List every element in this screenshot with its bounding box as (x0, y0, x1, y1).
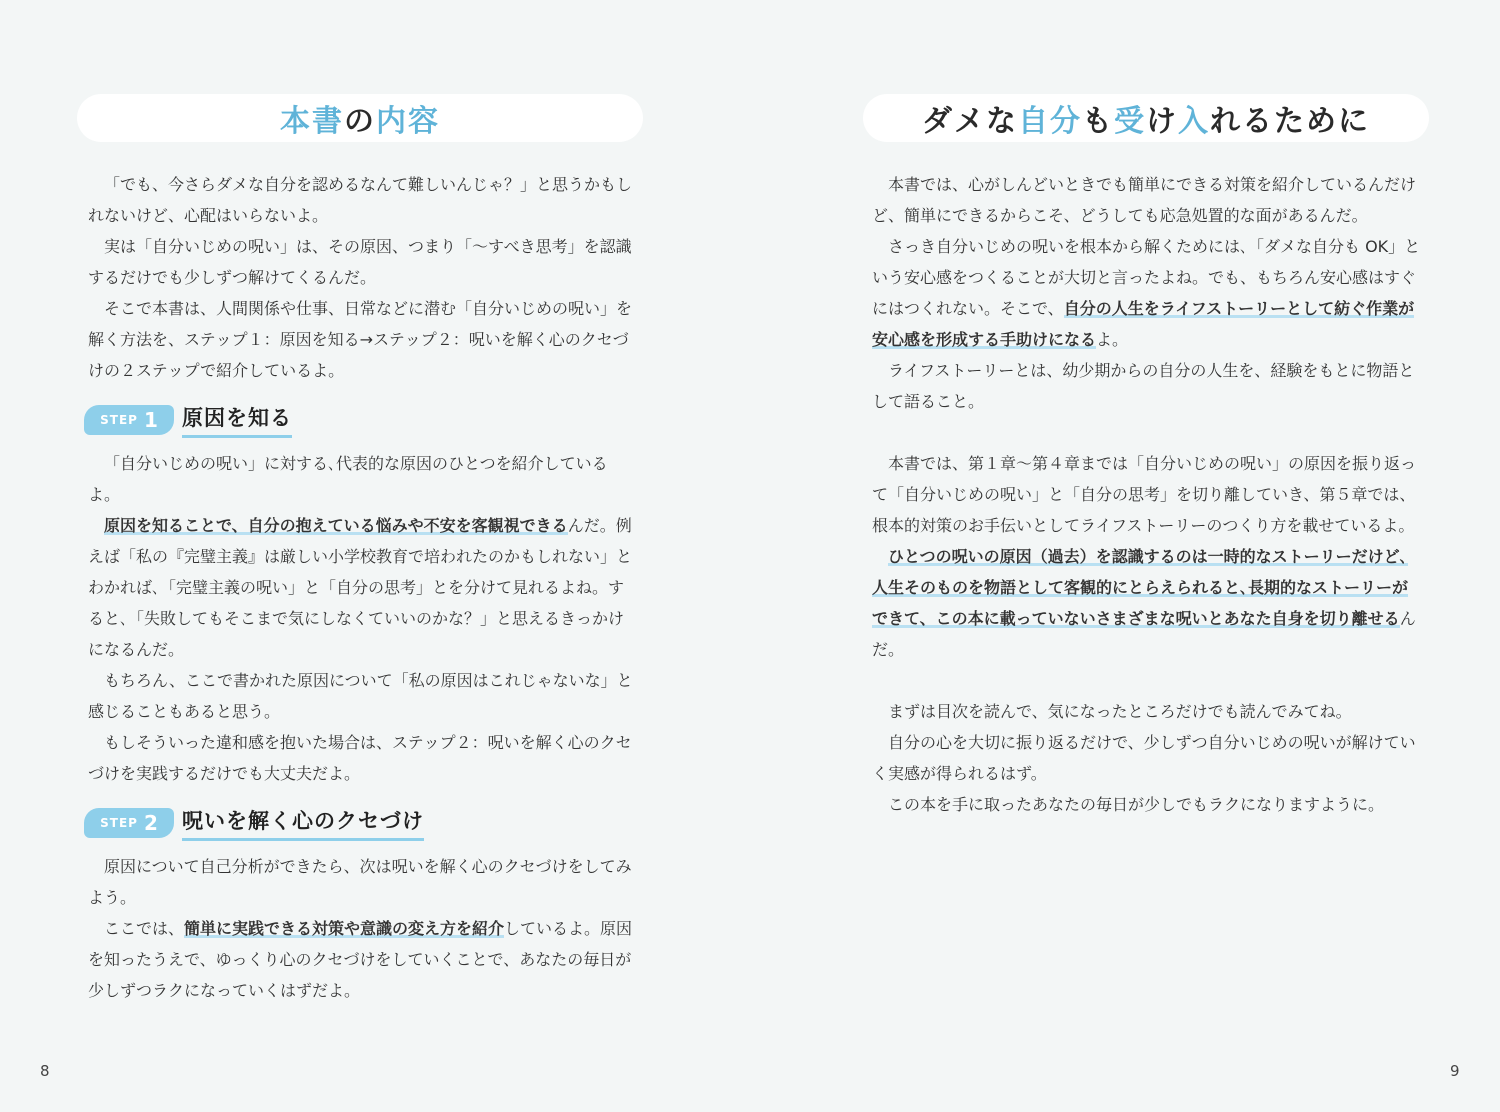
title-part: 本書 (280, 104, 344, 139)
paragraph-text: んだ。 (872, 609, 1416, 659)
title-part: 入 (1178, 104, 1210, 139)
title-part: 自分 (1018, 104, 1082, 139)
paragraph: もちろん、ここで書かれた原因について「私の原因はこれじゃないな」と感じることもあると思う。 (88, 671, 633, 721)
paragraph (872, 231, 1422, 355)
paragraph-text: んだ。例えば「私の『完璧主義』は厳しい小学校教育で培われたのかもしれない」とわかれば､「完璧主義の呪い」と「自分の思考」とを分けて見れるよね。すると､「失敗してもそこまで気にしなくていいのかな？」と思えるきっかけになるんだ。 (88, 516, 633, 659)
paragraph: まずは目次を読んで、気になったところだけでも読んでみてね。 (888, 702, 1352, 721)
paragraph: ライフストーリーとは、幼少期からの自分の人生を、経験をもとに物語として語ること。 (872, 361, 1415, 411)
step1-badge (84, 405, 174, 435)
paragraph: もしそういった違和感を抱いた場合は、ステップ２：呪いを解く心のクセづけを実践するだけでも大丈夫だよ。 (88, 733, 632, 783)
paragraph: 本書では、心がしんどいときでも簡単にできる対策を紹介しているんだけど、簡単にできるからこそ、どうしても応急処置的な面があるんだ。 (872, 175, 1417, 225)
paragraph-gap (872, 665, 1422, 696)
step-number: 2 (143, 810, 158, 835)
highlight-text: ひとつの呪いの原因（過去）を認識するのは一時的なストーリーだけど､人生そのものを物語として客観的にとらえられると､長期的なストーリーができて、この本に載っていないさまざまな呪いとあなた自身を切り離せる (872, 547, 1409, 628)
paragraph: 本書では、第１章〜第４章までは「自分いじめの呪い」の原因を振り返って「自分いじめの呪い」と「自分の思考」を切り離していき、第５章では、根本的対策のお手伝いとしてライフストーリーのつくり方を載せているよ。 (872, 454, 1417, 535)
paragraph: この本を手に取ったあなたの毎日が少しでもラクになりますように。 (888, 795, 1385, 814)
highlight-text: 自分の人生をライフストーリーとして紡ぐ作業が安心感を形成する手助けになる (872, 299, 1415, 349)
highlight-text: 原因を知ることで、自分の抱えている悩みや不安を客観視できる (104, 516, 568, 535)
paragraph: 「自分いじめの呪い」に対する､代表的な原因のひとつを紹介しているよ。 (88, 454, 608, 504)
paragraph-text: よ。 (1096, 330, 1129, 349)
page-number-left: 8 (40, 1062, 50, 1080)
left-body (88, 169, 638, 1006)
step1-title: 原因を知る (182, 403, 292, 438)
paragraph: 「でも、今さらダメな自分を認めるなんて難しいんじゃ？」と思うかもしれないけど、心配はいらないよ。 (88, 175, 633, 225)
paragraph-text: さっき自分いじめの呪いを根本から解くためには､「ダメな自分も OK」という安心感をつくることが大切と言ったよね。でも、もちろん安心感はすぐにはつくれない。そこで、 (872, 237, 1421, 318)
title-part: の (344, 104, 376, 139)
paragraph: 実は「自分いじめの呪い」は、その原因、つまり「〜すべき思考」を認識するだけでも少しずつ解けてくるんだ。 (88, 237, 632, 287)
step1-heading (84, 400, 638, 440)
page-number-right: 9 (1450, 1062, 1460, 1080)
paragraph (872, 541, 1422, 665)
right-page-title (863, 94, 1429, 142)
left-page-title (77, 94, 643, 142)
step2-heading (84, 803, 638, 843)
paragraph: 原因について自己分析ができたら、次は呪いを解く心のクセづけをしてみよう。 (88, 857, 632, 907)
step2-badge (84, 808, 174, 838)
title-part: ダメな (922, 104, 1018, 139)
highlight-text: 簡単に実践できる対策や意識の変え方を紹介 (184, 919, 505, 938)
paragraph-gap (872, 417, 1422, 448)
title-part: も (1082, 104, 1114, 139)
title-part: 受 (1114, 104, 1146, 139)
paragraph (88, 510, 638, 665)
title-part: け (1146, 104, 1178, 139)
paragraph: そこで本書は、人間関係や仕事、日常などに潜む「自分いじめの呪い」を解く方法を、ステップ１：原因を知る→ステップ２：呪いを解く心のクセづけの２ステップで紹介しているよ。 (88, 299, 633, 380)
right-body (872, 169, 1422, 820)
paragraph (88, 913, 638, 1006)
paragraph: 自分の心を大切に振り返るだけで、少しずつ自分いじめの呪いが解けていく実感が得られるはず。 (872, 733, 1416, 783)
paragraph-text: ここでは、 (104, 919, 185, 938)
step-word: STEP (100, 412, 138, 427)
step2-title: 呪いを解く心のクセづけ (182, 806, 424, 841)
paragraph-text: しているよ。原因を知ったうえで、ゆっくり心のクセづけをしていくことで、あなたの毎日が少しずつラクになっていくはずだよ。 (88, 919, 633, 1000)
step-word: STEP (100, 815, 138, 830)
step-number: 1 (143, 407, 158, 432)
title-part: れるために (1210, 104, 1370, 139)
title-part: 内容 (376, 104, 440, 139)
right-page (750, 0, 1500, 1112)
